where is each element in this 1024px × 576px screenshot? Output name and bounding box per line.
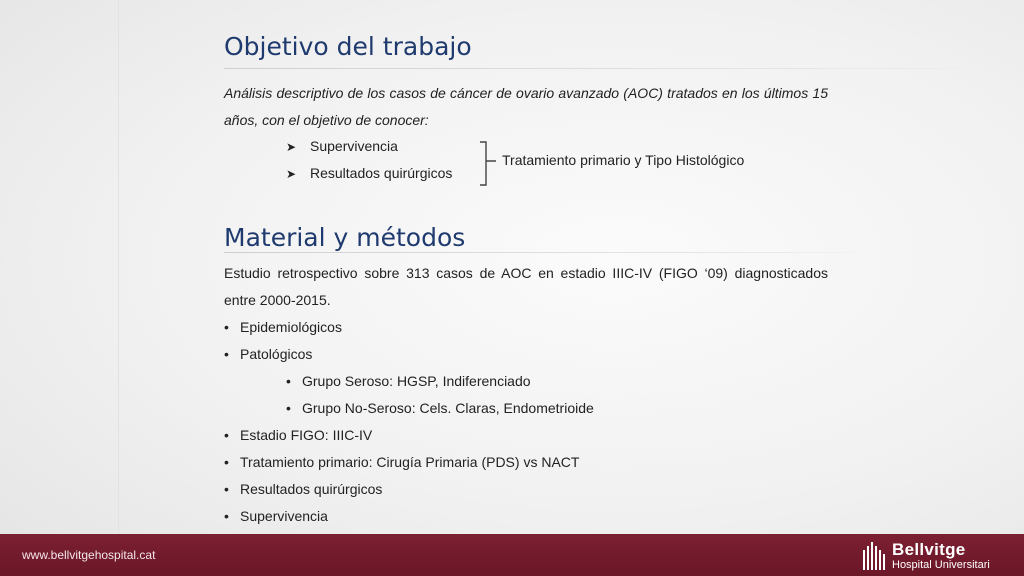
list-item: • Patológicos (224, 341, 312, 368)
logo-subtitle: Hospital Universitari (892, 559, 990, 571)
logo-name: Bellvitge (892, 540, 966, 559)
title-underline (224, 252, 874, 253)
bracket-icon (474, 140, 498, 188)
bullet-icon: • (224, 319, 229, 335)
list-item: • Tratamiento primario: Cirugía Primaria (PDS) vs NACT (224, 449, 579, 476)
hospital-logo (862, 540, 1012, 572)
section-title-material: Material y métodos (224, 223, 466, 252)
bracket-label: Tratamiento primario y Tipo Histológico (502, 152, 745, 168)
list-item: • Estadio FIGO: IIIC-IV (224, 422, 372, 449)
objetivo-intro: Análisis descriptivo de los casos de cáncer de ovario avanzado (AOC) tratados en los últimos 15 años, con el objetivo de conocer: (224, 85, 828, 128)
section-title-objetivo: Objetivo del trabajo (224, 32, 472, 61)
bullet-icon: • (224, 508, 229, 524)
bullet-icon: • (286, 400, 291, 416)
footer-bar (0, 534, 1024, 576)
hospital-logo-icon (862, 542, 888, 570)
arrow-bullet-icon: ➤ (286, 140, 297, 154)
list-item: • Epidemiológicos (224, 314, 342, 341)
footer-url-link[interactable]: www.bellvitgehospital.cat (22, 548, 156, 562)
arrow-bullet-icon: ➤ (286, 167, 297, 181)
list-item: • Supervivencia (224, 503, 328, 530)
bullet-icon: • (286, 373, 291, 389)
bullet-icon: • (224, 427, 229, 443)
bullet-icon: • (224, 481, 229, 497)
decorative-vertical-line (118, 0, 119, 534)
bullet-icon: • (224, 454, 229, 470)
list-item: ➤ Supervivencia (286, 133, 398, 161)
list-item: • Grupo Seroso: HGSP, Indiferenciado (286, 368, 531, 395)
bullet-icon: • (224, 346, 229, 362)
list-item: ➤ Resultados quirúrgicos (286, 160, 452, 188)
list-item: • Resultados quirúrgicos (224, 476, 382, 503)
list-item: • Grupo No-Seroso: Cels. Claras, Endometrioide (286, 395, 594, 422)
material-intro: Estudio retrospectivo sobre 313 casos de AOC en estadio IIIC-IV (FIGO ‘09) diagnosticados entre 2000-2015. (224, 265, 828, 308)
title-underline (224, 68, 998, 69)
